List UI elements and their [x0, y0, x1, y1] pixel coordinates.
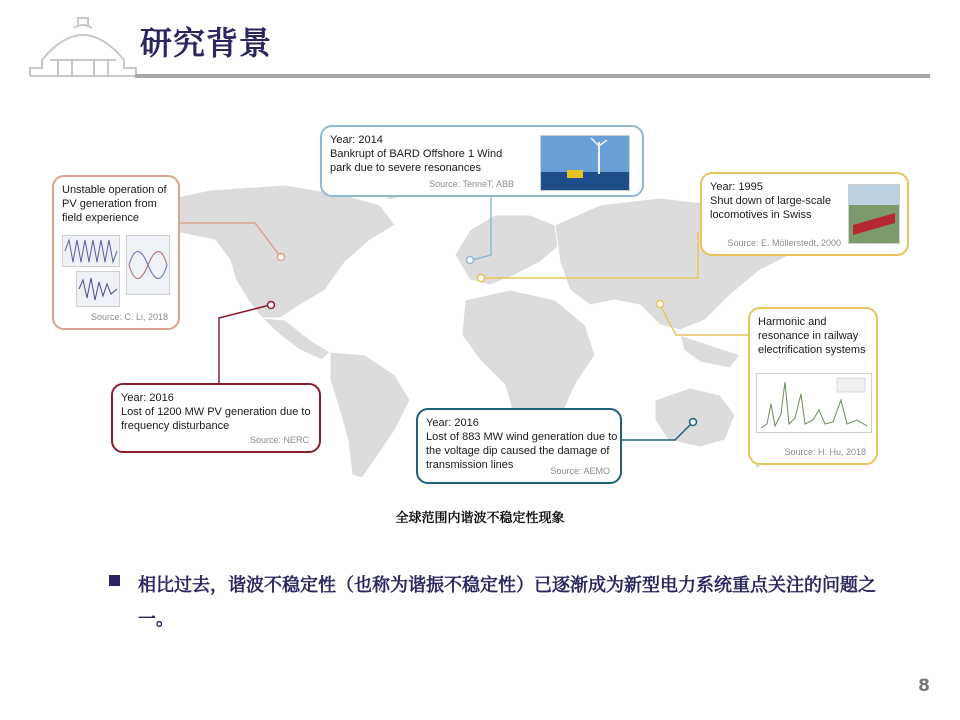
callout-pv-loss-source: Source: NERC — [249, 435, 309, 445]
oscillation-chart-thumbnail — [76, 271, 120, 307]
callout-swiss — [700, 172, 909, 256]
marker-swiss — [478, 275, 485, 282]
callout-swiss-source: Source: E. Möllerstedt, 2000 — [727, 238, 841, 248]
marker-wind-loss — [690, 419, 697, 426]
callout-pv-unstable — [52, 175, 180, 330]
harmonic-spectrum-thumbnail — [756, 373, 872, 433]
callout-pv-unstable-text: Unstable operation of PV generation from field experience — [62, 184, 167, 224]
callout-railway — [748, 307, 878, 465]
callout-railway-source: Source: H. Hu, 2018 — [784, 447, 866, 457]
marker-pv-unstable — [278, 254, 285, 261]
wind-turbine-photo-icon — [540, 135, 630, 191]
central-america-shape — [262, 318, 330, 360]
waveform-chart-thumbnail — [62, 235, 120, 267]
australia-shape — [655, 388, 735, 447]
bullet-point-text: 相比过去，谐波不稳定性（也称为谐振不稳定性）已逐渐成为新型电力系统重点关注的问题之一。 — [138, 575, 876, 630]
marker-bard — [467, 257, 474, 264]
callout-pv-loss-text: Year: 2016 Lost of 1200 MW PV generation due to frequency disturbance — [121, 392, 311, 432]
page-title: 研究背景 — [140, 24, 273, 62]
southeast-asia-shape — [680, 335, 740, 368]
map-caption: 全球范围内谐波不稳定性现象 — [395, 511, 565, 526]
bullet-square-icon — [109, 575, 120, 586]
south-america-shape — [330, 352, 410, 478]
page-number: 8 — [918, 676, 930, 696]
callout-swiss-text: Year: 1995 Shut down of large-scale locomotives in Swiss — [710, 181, 832, 221]
marker-railway — [657, 301, 664, 308]
callout-wind-loss-text: Year: 2016 Lost of 883 MW wind generation due to the voltage dip caused the damage of transmission lines — [426, 417, 618, 471]
callout-bard — [320, 125, 644, 197]
callout-bard-text: Year: 2014 Bankrupt of BARD Offshore 1 Wind park due to severe resonances — [330, 134, 503, 174]
locomotive-photo-icon — [848, 184, 900, 244]
callout-pv-loss — [111, 383, 321, 453]
callout-pv-unstable-source: Source: C. Li, 2018 — [90, 312, 168, 322]
europe-shape — [455, 215, 560, 285]
marker-pv-loss — [268, 302, 275, 309]
callout-wind-loss — [416, 408, 622, 484]
sine-chart-thumbnail — [126, 235, 170, 295]
callout-bard-source: Source: TenneT, ABB — [429, 179, 514, 189]
callout-railway-text: Harmonic and resonance in railway electrification systems — [758, 316, 866, 356]
callout-wind-loss-source: Source: AEMO — [550, 466, 610, 476]
